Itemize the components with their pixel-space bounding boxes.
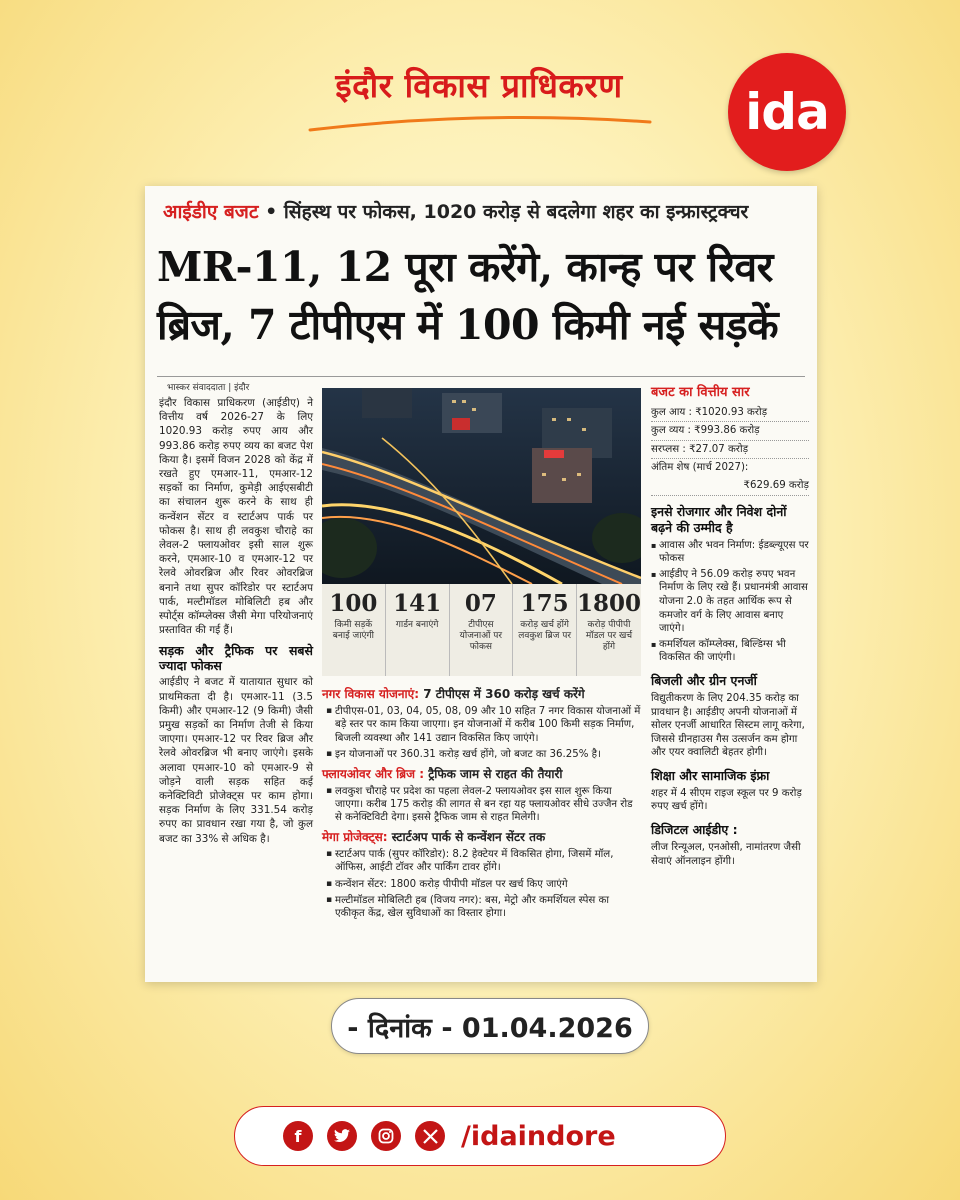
- intro-paragraph: इंदौर विकास प्राधिकरण (आईडीए) ने वित्तीय वर्ष 2026-27 के लिए 1020.93 करोड़ रुपए आय और 993.86 करोड़ रुपए व्यय का बजट पेश किया है। इसमें विजन 2028 को केंद्र में रखते हुए एमआर-11, एमआर-12 सड़कों का निर्माण, कुमेड़ी आईएसबीटी का संचालन शुरू करने के साथ ही कन्वेंशन सेंटर व स्टार्टअप पार्क पर फोकस है। साथ ही लवकुश चौराहे का लेवल-2 फ्लायओवर इसी साल शुरू करने, एमआर-10 व एमआर-12 पर रेलवे ओवरब्रिज और रिवर ओवरब्रिज बनाने तथा सुपर कॉरिडोर पर स्टार्टअप पार्क, मल्टीमॉडल मोबिलिटी हब और स्पोर्ट्स कॉम्प्लेक्स जैसी मेगा परियोजनाएं प्रस्तावित की गई हैं।: [159, 397, 313, 637]
- kicker: [163, 198, 748, 224]
- employment-heading: इनसे रोजगार और निवेश दोनों बढ़ने की उम्मीद है: [651, 503, 787, 535]
- stat-number: 175: [520, 590, 569, 617]
- mega-heading-label: मेगा प्रोजेक्ट्स:: [322, 829, 388, 844]
- mega-list: [322, 848, 641, 921]
- flyover-illustration: [322, 388, 641, 584]
- finance-row: अंतिम शेष (मार्च 2027):: [651, 462, 749, 474]
- nagar-heading: [322, 686, 641, 702]
- list-item: ▪ लवकुश चौराहे पर प्रदेश का पहला लेवल-2 फ्लायओवर इस साल शुरू किया जाएगा। करीब 175 करोड़ की लागत से बन रहा यह फ्लायओवर सीधे उज्जैन रोड से कनेक्टिविटी देगा। इससे ट्रैफिक जाम से राहत मिलेगी।: [326, 785, 641, 825]
- social-bar: [234, 1106, 726, 1166]
- nagar-heading-text: 7 टीपीएस में 360 करोड़ खर्च करेंगे: [419, 687, 585, 701]
- date-badge: - दिनांक - 01.04.2026: [331, 998, 649, 1054]
- list-item: ▪ कन्वेंशन सेंटर: 1800 करोड़ पीपीपी मॉडल पर खर्च किए जाएंगे: [326, 878, 641, 891]
- nagar-list: [322, 705, 641, 762]
- stat-label: किमी सड़कें बनाई जाएंगी: [332, 620, 374, 641]
- nagar-heading-label: नगर विकास योजनाएं:: [322, 687, 420, 701]
- energy-heading: बिजली और ग्रीन एनर्जी: [651, 672, 757, 688]
- stat-label: करोड़ खर्च होंगे लवकुश ब्रिज पर: [518, 620, 572, 641]
- finance-row: ₹629.69 करोड़: [651, 477, 809, 496]
- ida-logo: [728, 53, 846, 171]
- stat-label: टीपीएस योजनाओं पर फोकस: [459, 620, 503, 652]
- mega-heading-text: स्टार्टअप पार्क से कन्वेंशन सेंटर तक: [387, 829, 546, 844]
- list-item: ▪ इन योजनाओं पर 360.31 करोड़ खर्च होंगे, जो बजट का 36.25% है।: [326, 748, 641, 761]
- stat-number: 141: [393, 590, 442, 617]
- kicker-tag: आईडीए बजट: [163, 201, 259, 223]
- newspaper-clipping: [145, 186, 817, 982]
- stat-item: [513, 584, 577, 676]
- flyover-heading: [322, 766, 641, 782]
- right-column: [651, 386, 809, 868]
- twitter-icon[interactable]: [327, 1121, 357, 1151]
- byline: भास्कर संवाददाता | इंदौर: [167, 383, 250, 393]
- list-item: ▪ आईडीए ने 56.09 करोड़ रुपए भवन निर्माण के लिए रखे हैं। प्रधानमंत्री आवास योजना 2.0 के तहत आर्थिक रूप से कमजोर वर्ग के लिए आवास बनाए जाएंगे।: [651, 568, 809, 636]
- flyover-heading-text: ट्रैफिक जाम से राहत की तैयारी: [424, 766, 563, 781]
- divider: [157, 376, 805, 377]
- employment-list: [651, 539, 809, 665]
- flyover-night-photo: [322, 388, 641, 584]
- middle-column: [322, 682, 641, 924]
- list-item: ▪ कमर्शियल कॉम्प्लेक्स, बिल्डिंग्स भी विकसित की जाएंगी।: [651, 638, 809, 665]
- stat-number: 100: [329, 590, 378, 617]
- org-title: इंदौर विकास प्राधिकरण: [335, 66, 623, 105]
- flyover-heading-label: फ्लायओवर और ब्रिज :: [322, 766, 425, 781]
- finance-heading: बजट का वित्तीय सार: [651, 385, 750, 400]
- stat-number: 07: [464, 590, 497, 617]
- list-item: ▪ मल्टीमॉडल मोबिलिटी हब (विजय नगर): बस, मेट्रो और कमर्शियल स्पेस का एकीकृत केंद्र, खेल सुविधाओं का विस्तार होगा।: [326, 894, 641, 921]
- digital-text: लीज रिन्यूअल, एनओसी, नामांतरण जैसी सेवाएं ऑनलाइन होंगी।: [651, 842, 801, 867]
- stat-label: गार्डन बनाएंगे: [395, 620, 439, 630]
- facebook-icon[interactable]: f: [283, 1121, 313, 1151]
- left-column: [159, 396, 313, 846]
- list-item: ▪ टीपीएस-01, 03, 04, 05, 08, 09 और 10 सहित 7 नगर विकास योजनाओं में बड़े स्तर पर काम किया जाएगा। इन योजनाओं में करीब 100 किमी सड़क निर्माण, बिजली व्यवस्था और 141 उद्यान विकसित किए जाएंगे।: [326, 705, 641, 745]
- list-item: ▪ स्टार्टअप पार्क (सुपर कॉरिडोर): 8.2 हेक्टेयर में विकसित होगा, जिसमें मॉल, ऑफिस, आईटी टॉवर और पार्किंग टावर होंगे।: [326, 848, 641, 875]
- title-swoosh: [300, 112, 660, 136]
- finance-row: कुल व्यय : ₹993.86 करोड़: [651, 422, 809, 441]
- traffic-paragraph: आईडीए ने बजट में यातायात सुधार को प्राथमिकता दी है। एमआर-11 (3.5 किमी) और एमआर-12 (9 किमी) जैसी प्रमुख सड़कों का निर्माण तेजी से किया जाएगा। एमआर-12 पर रिवर ब्रिज और रेलवे ओवरब्रिज भी बनाए जाएंगे। इसके अलावा एमआर-10 को एमआर-9 से जोड़ने वाली सड़क सहित कई कनेक्टिविटी प्रोजेक्ट्स पर काम होगा। सड़क निर्माण के लिए 331.54 करोड़ रुपए का प्रावधान रखा गया है, जो कुल बजट का 33% से अधिक है।: [159, 676, 313, 845]
- headline-line-1: MR-11, 12 पूरा करेंगे, कान्ह पर रिवर: [157, 243, 773, 291]
- flyover-list: [322, 785, 641, 825]
- stat-item: [386, 584, 450, 676]
- education-heading: शिक्षा और सामाजिक इंफ्रा: [651, 767, 770, 783]
- headline: [157, 238, 807, 354]
- instagram-icon[interactable]: [371, 1121, 401, 1151]
- finance-row: कुल आय : ₹1020.93 करोड़: [651, 404, 809, 423]
- digital-heading: डिजिटल आईडीए :: [651, 822, 738, 838]
- kicker-text: • सिंहस्थ पर फोकस, 1020 करोड़ से बदलेगा शहर का इन्फ्रास्ट्रक्चर: [265, 201, 749, 223]
- stat-item: [577, 584, 641, 676]
- key-stats: [322, 584, 641, 676]
- mega-heading: [322, 829, 641, 845]
- stat-item: [450, 584, 514, 676]
- traffic-heading: सड़क और ट्रैफिक पर सबसे ज्यादा फोकस: [159, 643, 313, 674]
- energy-text: विद्युतीकरण के लिए 204.35 करोड़ का प्रावधान है। आईडीए अपनी योजनाओं में सोलर एनर्जी आधारित सिस्टम लागू करेगा, जिससे ग्रीनहाउस गैस उत्सर्जन कम होगा और एयर क्वालिटी बेहतर होगी।: [651, 692, 805, 759]
- stat-label: करोड़ पीपीपी मॉडल पर खर्च होंगे: [585, 620, 633, 652]
- social-handle[interactable]: /idaindore: [461, 1120, 616, 1152]
- stat-number: 1800: [577, 590, 642, 617]
- list-item: ▪ आवास और भवन निर्माण: ईडब्ल्यूएस पर फोकस: [651, 539, 809, 566]
- finance-row: सरप्लस : ₹27.07 करोड़: [651, 441, 809, 460]
- stat-item: [322, 584, 386, 676]
- education-text: शहर में 4 सीएम राइज स्कूल पर 9 करोड़ रुपए खर्च होंगे।: [651, 787, 802, 813]
- headline-line-2: ब्रिज, 7 टीपीएस में 100 किमी नई सड़कें: [157, 301, 779, 349]
- x-icon[interactable]: [415, 1121, 445, 1151]
- logo-text: ida: [745, 83, 829, 141]
